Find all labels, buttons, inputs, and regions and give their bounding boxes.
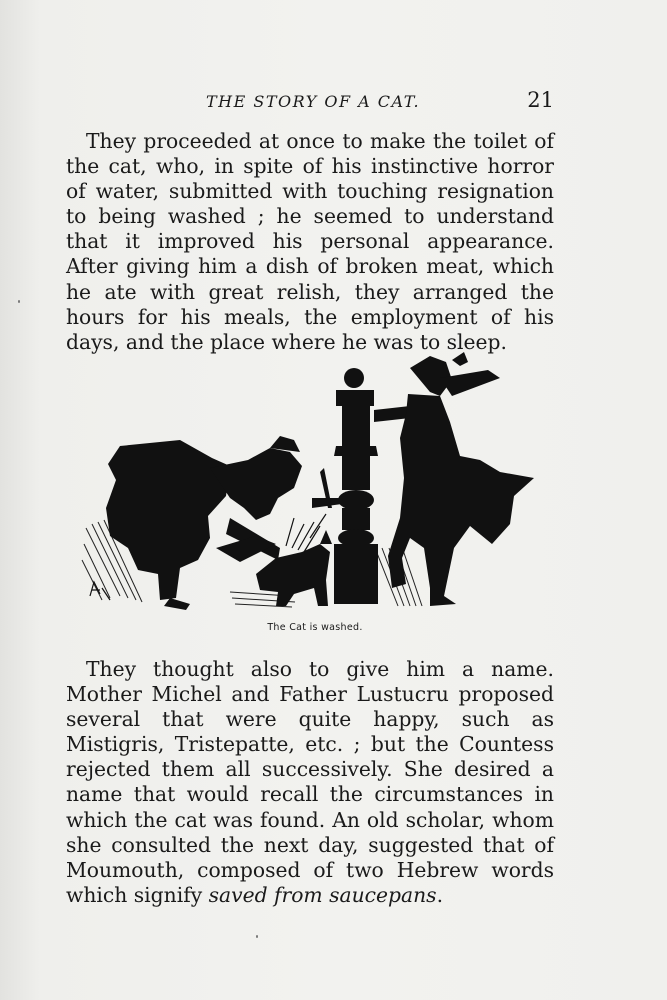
paragraph-1 bbox=[66, 129, 554, 355]
running-title: THE STORY OF A CAT. bbox=[206, 92, 421, 111]
right-figure-silhouette bbox=[388, 352, 534, 606]
paragraph-1-text: They proceeded at once to make the toilet of the cat, who, in spite of his instinctive horror of water, submitted with touching resignation to being washed ; he seemed to understand that it improved his personal appearance. After giving him a dish of broken meat, which he ate with great relish, they arranged the hours for his meals, the employment of his days, and the place where he was to sleep. bbox=[66, 129, 554, 354]
page-number: 21 bbox=[527, 88, 554, 112]
paragraph-2-end: . bbox=[436, 882, 444, 907]
middle-figure-silhouette bbox=[210, 436, 302, 562]
figure-caption: The Cat is washed. bbox=[267, 622, 363, 633]
paper-speck bbox=[256, 935, 258, 938]
paragraph-2-text: They thought also to give him a name. Mother Michel and Father Lustucru proposed several that were quite happy, such as Mistigris, Tristepatte, etc. ; but the Countess rejected them all successively. She desired a name that would recall the circumstances in which the cat was found. An old scholar, whom she consulted the next day, suggested that of Moumouth, composed of two Hebrew words which signify bbox=[66, 657, 554, 907]
left-figure-silhouette bbox=[106, 440, 230, 610]
paper-speck bbox=[18, 300, 20, 303]
running-head bbox=[66, 88, 554, 114]
paragraph-2 bbox=[66, 657, 554, 908]
silhouette-illustration bbox=[80, 348, 540, 618]
paragraph-2-emphasis: saved from saucepans bbox=[208, 882, 437, 907]
